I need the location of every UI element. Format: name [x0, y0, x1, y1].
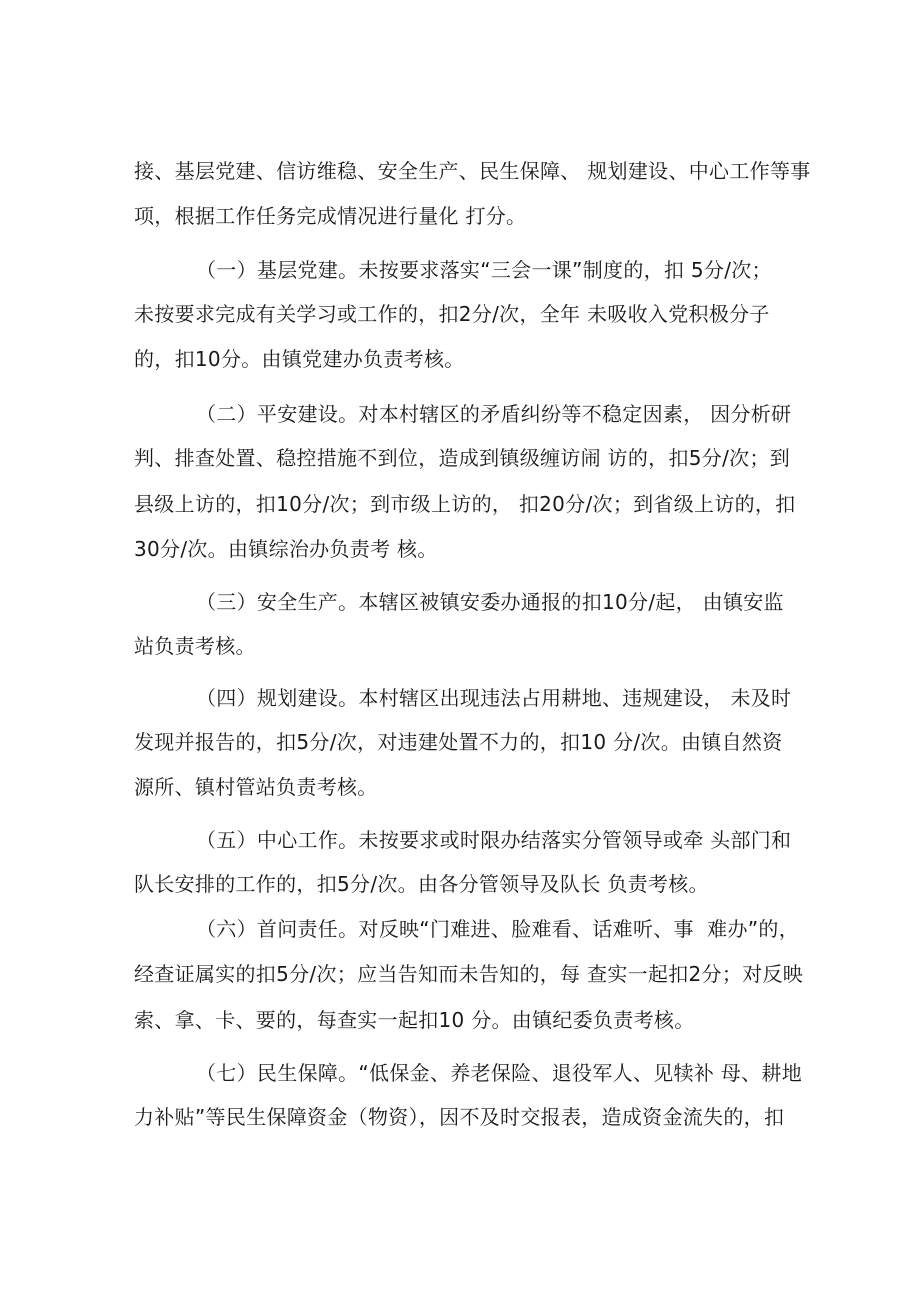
section-2-heading-line: （二）平安建设。对本村辖区的矛盾纠纷等不稳定因素， 因分析研 — [196, 402, 792, 426]
text-line: 发现并报告的，扣5分/次，对违建处置不力的，扣10 分/次。由镇自然资 — [134, 730, 783, 754]
text-line: 经查证属实的扣5分/次；应当告知而未告知的，每 查实一起扣2分；对反映 — [134, 962, 804, 986]
text-line: 判、排查处置、稳控措施不到位，造成到镇级缠访闹 访的，扣5分/次；到 — [134, 446, 791, 470]
text-line: 力补贴”等民生保障资金（物资），因不及时交报表，造成资金流失的，扣 — [134, 1105, 785, 1129]
section-6-heading-line: （六）首问责任。对反映“门难进、脸难看、话难听、事 难办”的， — [196, 917, 800, 941]
text-line: 未按要求完成有关学习或工作的，扣2分/次，全年 未吸收入党积极分子 — [134, 302, 770, 326]
text-line: 30分/次。由镇综治办负责考 核。 — [134, 537, 438, 561]
section-4-heading-line: （四）规划建设。本村辖区出现违法占用耕地、违规建设， 未及时 — [196, 686, 792, 710]
section-7-heading-line: （七）民生保障。“低保金、养老保险、退役军人、见犊补 母、耕地 — [196, 1061, 803, 1085]
text-line: 队长安排的工作的，扣5分/次。由各分管领导及队长 负责考核。 — [134, 872, 709, 896]
text-line: 索、拿、卡、要的，每查实一起扣10 分。由镇纪委负责考核。 — [134, 1008, 695, 1032]
text-line: 站负责考核。 — [134, 634, 256, 658]
text-line: 接、基层党建、信访维稳、安全生产、民生保障、 规划建设、中心工作等事 — [134, 159, 811, 183]
text-line: 源所、镇村管站负责考核。 — [134, 775, 378, 799]
section-1-heading-line: （一）基层党建。未按要求落实“三会一课”制度的，扣 5分/次； — [196, 258, 772, 282]
text-line: 的，扣10分。由镇党建办负责考核。 — [134, 347, 465, 371]
text-line: 县级上访的，扣10分/次；到市级上访的， 扣20分/次；到省级上访的，扣 — [134, 492, 796, 516]
section-3-heading-line: （三）安全生产。本辖区被镇安委办通报的扣10分/起， 由镇安监 — [196, 590, 784, 614]
section-5-heading-line: （五）中心工作。未按要求或时限办结落实分管领导或牵 头部门和 — [196, 828, 792, 852]
text-line: 项，根据工作任务完成情况进行量化 打分。 — [134, 204, 527, 228]
